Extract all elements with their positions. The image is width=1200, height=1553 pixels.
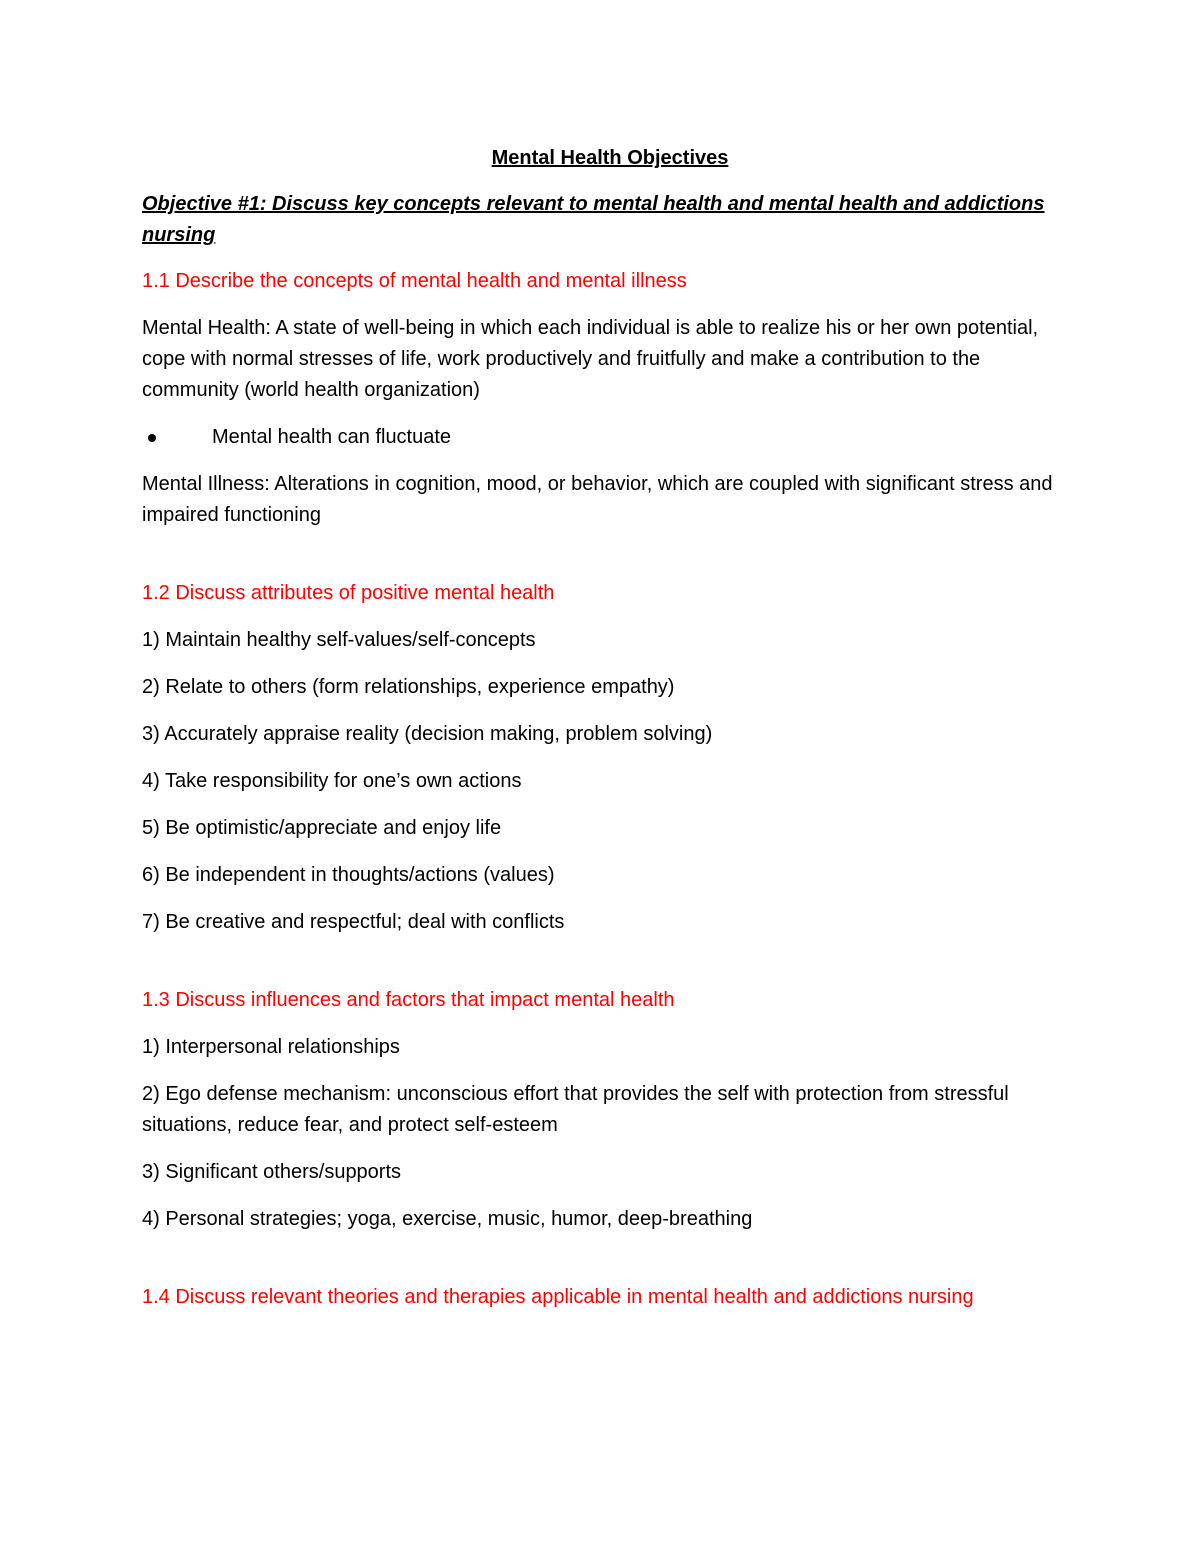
list-item: 2) Relate to others (form relationships, experience empathy) [142, 676, 675, 698]
list-item: 1) Maintain healthy self-values/self-concepts [142, 629, 536, 651]
mental-health-definition: Mental Health: A state of well-being in which each individual is able to realize his or her own potential, cope with normal stresses of life, work productively and fruitfully and make a contribution to the community (world health organization) [142, 317, 1039, 401]
list-item [142, 422, 1062, 453]
bullet-list [142, 422, 1062, 453]
objective-heading: Objective #1: Discuss key concepts relevant to mental health and mental health and addictions nursing [142, 193, 1045, 246]
section-1-2-heading: 1.2 Discuss attributes of positive mental health [142, 582, 555, 604]
section-spacer [142, 1251, 1062, 1282]
list-item: 4) Take responsibility for one’s own actions [142, 770, 522, 792]
document-title: Mental Health Objectives [491, 147, 729, 169]
list-item: 4) Personal strategies; yoga, exercise, music, humor, deep-breathing [142, 1208, 753, 1230]
bullet-text: Mental health can fluctuate [212, 426, 452, 448]
section-1-4-heading: 1.4 Discuss relevant theories and therapies applicable in mental health and addictions nursing [142, 1286, 974, 1308]
list-item: 1) Interpersonal relationships [142, 1036, 400, 1058]
section-1-1-heading: 1.1 Describe the concepts of mental health and mental illness [142, 270, 687, 292]
list-item: 5) Be optimistic/appreciate and enjoy life [142, 817, 502, 839]
section-1-3-heading: 1.3 Discuss influences and factors that impact mental health [142, 989, 675, 1011]
list-item: 2) Ego defense mechanism: unconscious effort that provides the self with protection from stressful situations, reduce fear, and protect self-esteem [142, 1083, 1009, 1136]
list-item: 3) Accurately appraise reality (decision making, problem solving) [142, 723, 713, 745]
list-item: 7) Be creative and respectful; deal with conflicts [142, 911, 565, 933]
mental-illness-definition: Mental Illness: Alterations in cognition, mood, or behavior, which are coupled with significant stress and impaired functioning [142, 473, 1053, 526]
bullet-icon [148, 434, 156, 442]
list-item: 6) Be independent in thoughts/actions (values) [142, 864, 555, 886]
list-item: 3) Significant others/supports [142, 1161, 402, 1183]
document-body [142, 143, 1062, 1329]
section-spacer [142, 547, 1062, 578]
section-spacer [142, 954, 1062, 985]
